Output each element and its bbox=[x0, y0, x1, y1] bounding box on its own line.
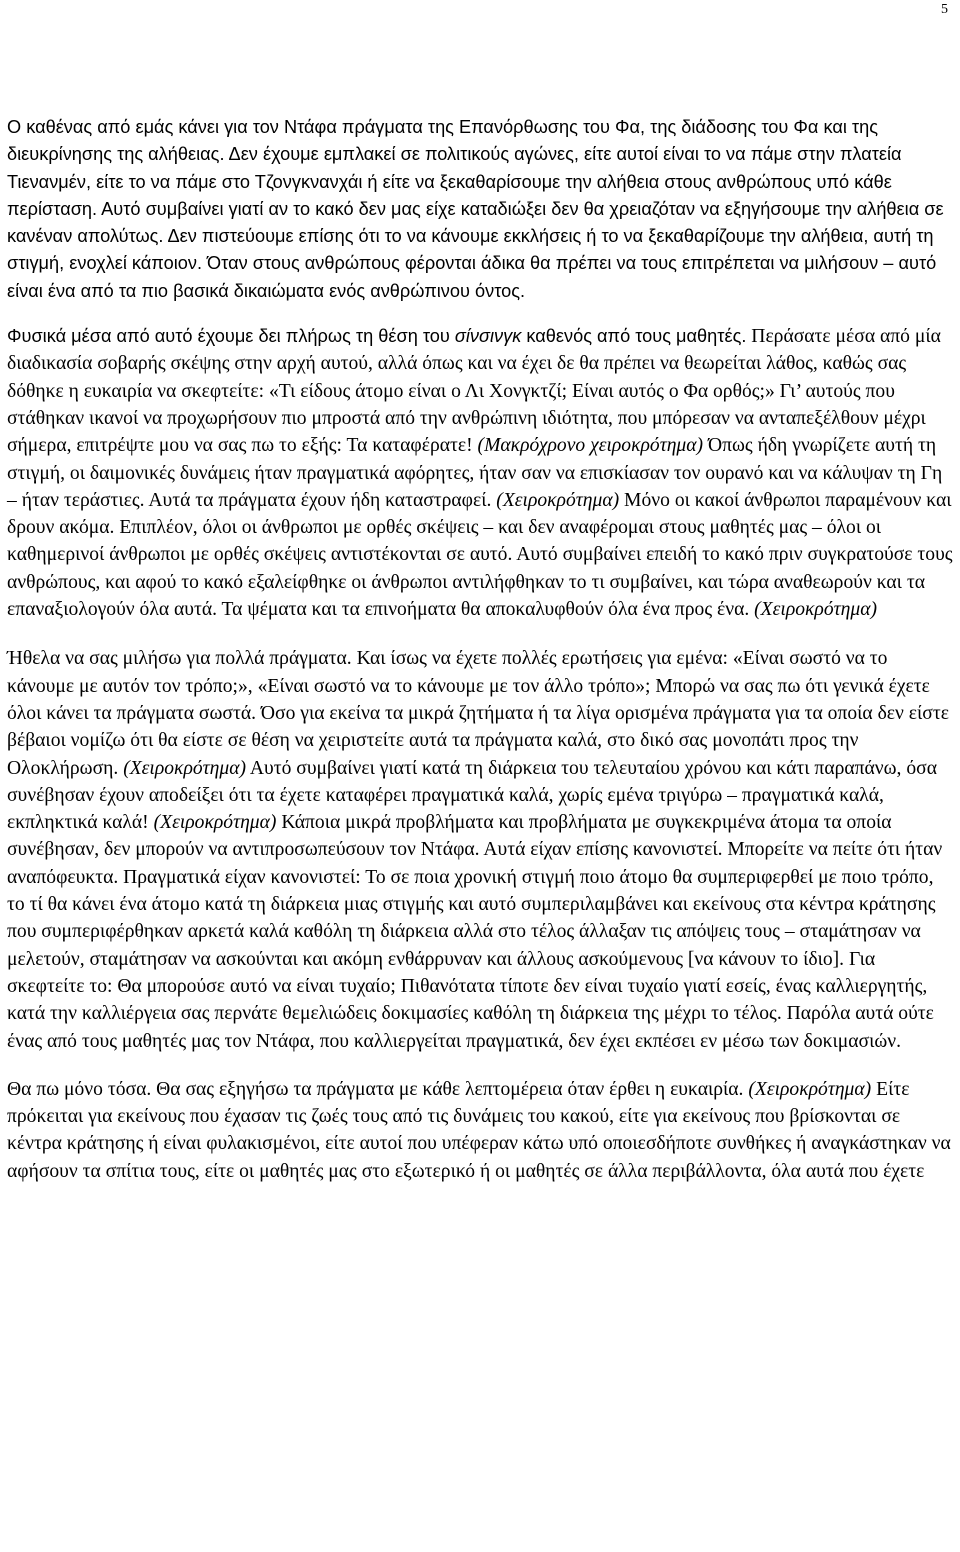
text-run: Είτε πρόκειται για εκείνους που έχασαν τις ζωές τους από τις δυνάμεις του κακού, είτε για εκείνους που βρίσκονται σε κέντρα κράτησης ή είναι φυλακισμένοι, είτε αυτοί που υπέφεραν κάτω υπό οποιεσδήποτε συνθήκες ή αναγκάστηκαν να αφήσουν τα σπίτια τους, είτε οι μαθητές μας στο εξωτερικό ή οι μαθητές σε άλλα περιβάλλοντα, όλα αυτά που έχετε bbox=[7, 1078, 951, 1182]
text-run: καθενός από τους μαθητές. bbox=[521, 326, 747, 347]
text-run: Περάσατε μέσα από μία διαδικασία σοβαρής σκέψης στην αρχή αυτού, αλλά όπως και να έχει δε θα πρέπει να θεωρείται λάθος, καθώς σας δόθηκε η ευκαιρία να σκεφτείτε: «Τι είδους άτομο είναι ο Λι Χονγκτζί; Είναι αυτός ο Φα ορθός;» Γι’ αυτούς που στάθηκαν ικανοί να προχωρήσουν πιο μπροστά από την ανθρώπινη ιδιότητα, που μπόρεσαν να ανταπεξέλθουν μέχρι σήμερα, επιτρέψτε μου να σας πω το εξής: Τα καταφέρατε! bbox=[7, 326, 941, 457]
applause-note: (Χειροκρότημα) bbox=[153, 812, 277, 834]
paragraph-spacer bbox=[7, 623, 953, 645]
text-run: Θα πω μόνο τόσα. Θα σας εξηγήσω τα πράγματα με κάθε λεπτομέρεια όταν έρθει η ευκαιρία. bbox=[7, 1078, 749, 1100]
text-run: Κάποια μικρά προβλήματα και προβλήματα με συγκεκριμένα άτομα τα οποία συνέβησαν, δεν μπορούν να αντιπροσωπεύσουν τον Ντάφα. Αυτά είχαν επίσης κανονιστεί. Μπορείτε να πείτε ότι ήταν αναπόφευκτα. Πραγματικά είχαν κανονιστεί: Το σε ποια χρονική στιγμή ποιο άτομο θα συμπεριφερθεί με ποιο τρόπο, το τί θα κάνει ένα άτομο κατά τη διάρκεια μιας στιγμής και αυτό συμπεριλαμβάνει και εκείνους στα κέντρα κράτησης που συμπεριφέρθηκαν αρκετά καλά καθόλη τη διάρκεια αλλά στο τέλος άλλαξαν τις απόψεις τους – σταμάτησαν να μελετούν, σταμάτησαν να ασκούνται και ακόμη ενθάρρυναν και άλλους ασκούμενους [να κάνουν το ίδιο]. Για σκεφτείτε το: Θα μπορούσε αυτό να είναι τυχαίο; Πιθανότατα τίποτε δεν είναι τυχαίο γιατί εσείς, ένας καλλιεργητής, κατά την καλλιέργεια σας περνάτε θεμελιώδεις δοκιμασίες καθόλη τη διάρκεια της μέχρι το τέλος. Παρόλα αυτά ούτε ένας από τους μαθητές μας τον Ντάφα, που καλλιεργείται πραγματικά, δεν έχει εκπέσει εν μέσω των δοκιμασιών. bbox=[7, 812, 943, 1052]
text-run: Αυτό συμβαίνει γιατί κατά τη διάρκεια του τελευταίου χρόνου και κάτι παραπάνω, όσα συνέβησαν έχουν αποδείξει ότι τα έχετε καταφέρει πραγματικά καλά, χωρίς εμένα τριγύρω – πραγματικά καλά, εκπληκτικά καλά! bbox=[7, 757, 937, 834]
applause-note: (Χειροκρότημα) bbox=[754, 599, 877, 621]
paragraph-spacer bbox=[7, 305, 953, 323]
paragraph-2-sentence-1 bbox=[7, 326, 746, 346]
applause-note: (Χειροκρότημα) bbox=[123, 757, 247, 779]
italic-term: σίνσινγκ bbox=[454, 326, 522, 347]
paragraph-1: Ο καθένας από εμάς κάνει για τον Ντάφα πράγματα της Επανόρθωσης του Φα, της διάδοσης του Φα και της διευκρίνησης της αλήθειας. Δεν έχουμε εμπλακεί σε πολιτικούς αγώνες, είτε αυτοί είναι το να πάμε στην πλατεία Τιενανμέν, είτε το να πάμε στο Τζονγκνανχάι ή είτε να ξεκαθαρίσουμε την αλήθεια στους ανθρώπους υπό κάθε περίσταση. Αυτό συμβαίνει γιατί αν το κακό δεν μας είχε καταδιώξει δεν θα χρειαζόταν να εξηγήσουμε την αλήθεια σε κανέναν απολύτως. Δεν πιστεύουμε επίσης ότι το να κάνουμε εκκλήσεις ή το να ξεκαθαρίζουμε την αλήθεια, αυτή τη στιγμή, ενοχλεί κάποιον. Όταν στους ανθρώπους φέρονται άδικα θα πρέπει να τους επιτρέπεται να μιλήσουν – αυτό είναι ένα από τα πιο βασικά δικαιώματα ενός ανθρώπινου όντος. bbox=[7, 117, 944, 301]
paragraph-3 bbox=[7, 645, 953, 1054]
applause-note: (Χειροκρότημα) bbox=[496, 489, 620, 511]
paragraph-spacer bbox=[7, 1055, 953, 1076]
document-body bbox=[7, 114, 953, 1185]
text-run: Μόνο οι κακοί άνθρωποι παραμένουν και δρουν ακόμα. Επιπλέον, όλοι οι άνθρωποι με ορθές σκέψεις – και δεν αναφέρομαι στους μαθητές μας – όλοι οι καθημερινοί άνθρωποι με ορθές σκέψεις αντιστέκονται σε αυτό. Αυτό συμβαίνει επειδή το κακό πριν συγκρατούσε τους ανθρώπους, και αφού το κακό εξαλείφθηκε οι άνθρωποι αντιλήφθηκαν το τι συμβαίνει, και τώρα αναθεωρούν και τα επαναξιολογούν όλα αυτά. Τα ψέματα και τα επινοήματα θα αποκαλυφθούν όλα ένα προς ένα. bbox=[7, 489, 953, 621]
applause-note: (Χειροκρότημα) bbox=[748, 1078, 872, 1100]
text-run: Ήθελα να σας μιλήσω για πολλά πράγματα. Και ίσως να έχετε πολλές ερωτήσεις για εμένα: «Είναι σωστό να το κάνουμε με αυτόν τον τρόπο;», «Είναι σωστό να το κάνουμε με τον άλλο τρόπο»; Μπορώ να σας πω ότι γενικά έχετε όλοι κάνει τα πράγματα σωστά. Όσο για εκείνα τα μικρά ζητήματα ή τα λίγα ορισμένα πράγματα για τα οποία δεν είστε βέβαιοι νομίζω ότι θα είστε σε θέση να χειριστείτε αυτά τα πράγματα καλά, στο δικό σας μονοπάτι προς την Ολοκλήρωση. bbox=[7, 648, 949, 779]
paragraph-4 bbox=[7, 1076, 953, 1185]
applause-note: (Μακρόχρονο χειροκρότημα) bbox=[477, 435, 704, 457]
page-number: 5 bbox=[941, 2, 948, 17]
text-run: Όπως ήδη γνωρίζετε αυτή τη στιγμή, οι δαιμονικές δυνάμεις ήταν πραγματικά αφόρητες, ήταν σαν να επισκίασαν τον ουρανό και να κάλυψαν τη Γη – ήταν τεράστιες. Αυτά τα πράγματα έχουν ήδη καταστραφεί. bbox=[7, 435, 943, 511]
text-run: Φυσικά μέσα από αυτό έχουμε δει πλήρως τη θέση του bbox=[7, 326, 455, 347]
paragraph-2 bbox=[7, 323, 953, 623]
